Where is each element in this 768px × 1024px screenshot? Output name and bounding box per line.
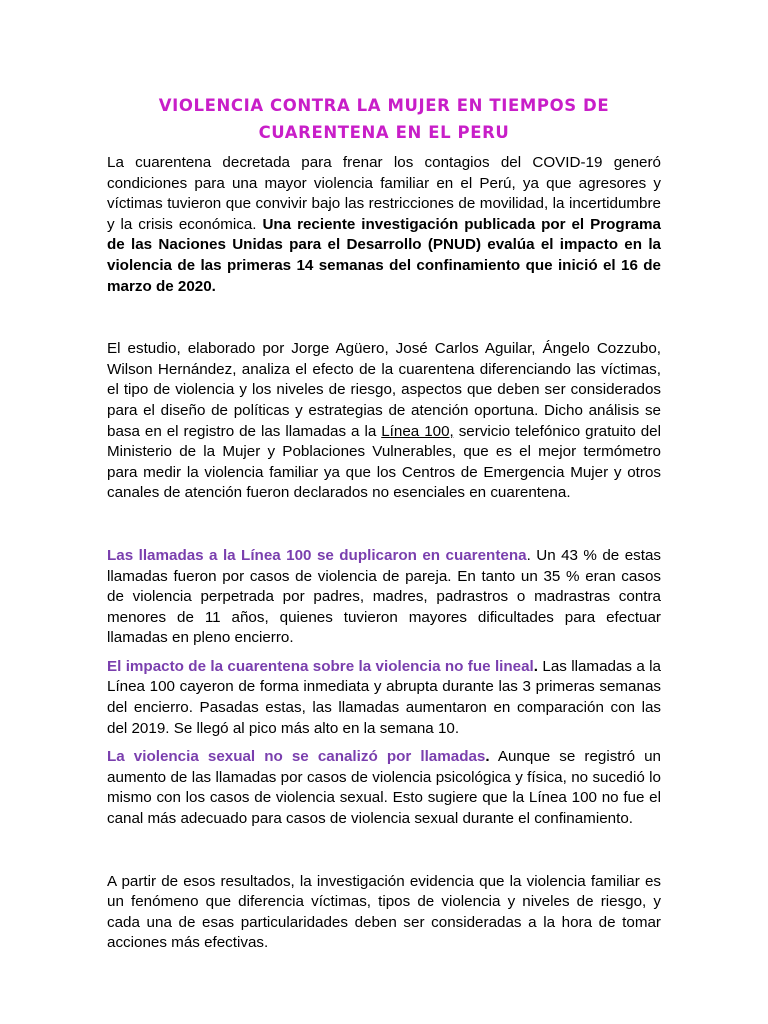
study-text-before: El estudio, elaborado por Jorge Agüero, José Carlos Aguilar, Ángelo Cozzubo, Wilson Hernández, analiza el efecto de la cuarentena diferenciando las víctimas, el tipo de violencia y los niveles de riesgo, aspectos que deben ser considerados para el diseño de políticas y estrategias de atención oportuna. Dicho análisis se basa en el registro de las llamadas a la xyxy=(107,340,661,440)
document-page xyxy=(107,92,661,954)
paragraph-intro xyxy=(107,153,661,297)
sexual-violence-text: Aunque se registró un aumento de las llamadas por casos de violencia psicológica y física, no sucedió lo mismo con los casos de violencia sexual. Esto sugiere que la Línea 100 no fue el canal más adecuado para casos de violencia sexual durante el confinamiento. xyxy=(107,748,662,828)
calls-doubled-text: . Un 43 % de estas llamadas fueron por casos de violencia de pareja. En tanto un 35 % eran casos de violencia perpetrada por padres, madres, padrastros o madrastras contra menores de 11 años, quienes tuvieron mayores dificultades para efectuar llamadas en pleno encierro. xyxy=(107,546,661,647)
title-line-2: CUARENTENA EN EL PERU xyxy=(258,123,510,142)
linea-100-link[interactable]: Línea 100, xyxy=(381,422,454,440)
paragraph-calls-doubled xyxy=(107,546,661,649)
paragraph-study xyxy=(107,339,661,504)
non-linear-highlight: El impacto de la cuarentena sobre la violencia no fue lineal xyxy=(107,657,534,675)
non-linear-text: Las llamadas a la Línea 100 cayeron de forma inmediata y abrupta durante las 3 primeras semanas del encierro. Pasadas estas, las llamadas aumentaron en comparación con las del 2019. Se llegó al pico más alto en la semana 10. xyxy=(107,657,661,737)
non-linear-dot: . xyxy=(533,657,539,675)
intro-bold-text: Una reciente investigación publicada por el Programa de las Naciones Unidas para el Desarrollo (PNUD) evalúa el impacto en la violencia de las primeras 14 semanas del confinamiento que inició el 16 de marzo de 2020. xyxy=(107,215,661,295)
document-title xyxy=(107,92,661,146)
intro-text: La cuarentena decretada para frenar los contagios del COVID-19 generó condiciones para una mayor violencia familiar en el Perú, ya que agresores y víctimas tuvieron que convivir bajo las restricciones de movilidad, la incertidumbre y la crisis económica. xyxy=(107,154,661,233)
study-text-after: servicio telefónico gratuito del Ministerio de la Mujer y Poblaciones Vulnerables, que es el mejor termómetro para medir la violencia familiar ya que los Centros de Emergencia Mujer y otros canales de atención fueron declarados no esenciales en cuarentena. xyxy=(107,422,661,502)
paragraph-conclusion xyxy=(107,872,661,954)
sexual-violence-dot: . xyxy=(485,748,490,766)
title-line-1: VIOLENCIA CONTRA LA MUJER EN TIEMPOS DE xyxy=(158,96,610,115)
calls-doubled-highlight: Las llamadas a la Línea 100 se duplicaron en cuarentena xyxy=(107,546,527,564)
paragraph-sexual-violence xyxy=(107,747,661,829)
sexual-violence-highlight: La violencia sexual no se canalizó por llamadas xyxy=(107,748,486,766)
conclusion-text: A partir de esos resultados, la investigación evidencia que la violencia familiar es un fenómeno que diferencia víctimas, tipos de violencia y niveles de riesgo, y cada una de esas particularidades deben ser consideradas a la hora de tomar acciones más efectivas. xyxy=(107,872,661,952)
paragraph-non-linear xyxy=(107,657,661,739)
